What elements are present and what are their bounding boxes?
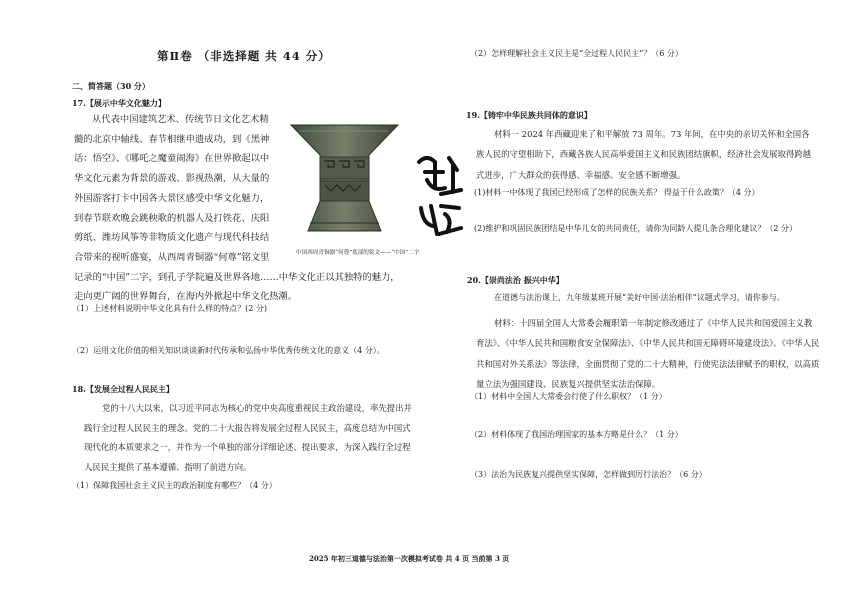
q17-line: 剪纸、潍坊风筝等非物质文化遗产与现代科技结 <box>74 232 270 244</box>
q19-subquestion-2: (2)维护和巩固民族团结是中华儿女的共同责任，请你为同龄人提几条合理化建议？（2 分） <box>474 224 797 233</box>
q17-line: 记录的“中国”二字，到孔子学院遍及世界各地……中华文化正以其独特的魅力， <box>74 271 400 283</box>
q19-subquestion-1: (1)材料一中体现了我国已经形成了怎样的民族关系？ 得益于什么政策？（4 分） <box>474 188 760 197</box>
q17-line: 合带来的视听盛宴，从西周青铜器“何尊”铭文里 <box>74 251 270 263</box>
q17-subquestion-2: （2）运用文化价值的相关知识谈谈新时代传承和弘扬中华优秀传统文化的意义（4 分）。 <box>72 346 385 355</box>
q17-heading: 17.【展示中华文化魅力】 <box>72 98 166 108</box>
q20-subquestion-3: （3）法治为民族复兴提供坚实保障，怎样做到厉行法治？（6 分） <box>470 470 707 479</box>
inscription-image <box>413 148 465 248</box>
q19-line: 族人民的守望相助下，西藏各族人民高举爱国主义和民族团结旗帜，经济社会发展取得跨越 <box>476 149 811 160</box>
bronze-vessel-image <box>289 123 400 234</box>
q17-line: 话：悟空》、《哪吒之魔童闹海》在世界掀起以中 <box>74 153 270 165</box>
q17-line: 到春节联欢晚会跳秧歌的机器人及打铁花、庆阳 <box>74 212 270 224</box>
page-title: 第Ⅱ卷 （非选择题 共 44 分） <box>157 49 331 63</box>
q18-material <box>84 399 412 477</box>
q20-intro: 在道德与法治课上，九年级某班开展“美好中国·法治相伴”议题式学习，请你参与。 <box>494 293 785 302</box>
q18-heading: 18.【发展全过程人民民主】 <box>72 384 174 394</box>
q19-heading: 19.【铸牢中华民族共同体的意识】 <box>466 110 592 120</box>
q17-line: 从代表中国建筑艺术、传统节日文化艺术精 <box>92 114 269 125</box>
q20-subquestion-2: （2）材料体现了我国治理国家的基本方略是什么？（1 分） <box>470 430 683 439</box>
q20-subquestion-1: （1）材料中全国人大常委会行使了什么职权？（1 分） <box>470 392 667 401</box>
q18-subquestion-1: （1）保障我国社会主义民主的政治制度有哪些？（4 分） <box>72 481 277 490</box>
q18-subquestion-2: （2）怎样理解社会主义民主是“全过程人民民主”？（6 分） <box>470 49 683 58</box>
section-heading: 二、简答题（30 分） <box>72 81 150 91</box>
q19-material <box>476 124 811 185</box>
q18-line: 现代化的本质要求之一，并作为一个单独的部分详细论述、提出要求，为深入践行全过程 <box>84 442 411 452</box>
q20-line: 材料：十四届全国人大常委会履职第一年制定修改通过了《中华人民共和国爱国主义教 <box>494 318 813 328</box>
q18-line: 践行全过程人民民主的理念。党的二十大报告将发展全过程人民民主，高度总结为中国式 <box>84 422 411 433</box>
q17-line: 走向更广阔的世界舞台，在海内外掀起中华文化热潮。 <box>74 291 298 303</box>
image-caption: 中国西周青铜器“何尊”底部的铭文——“中国”二字 <box>296 250 420 256</box>
q17-subquestion-1: （1）上述材料说明中华文化具有什么样的特点？(2 分) <box>72 304 267 313</box>
q20-material <box>476 313 819 395</box>
q20-line: 共和国对外关系法》等法律，全面贯彻了党的二十大精神，行使宪法法律赋予的职权，以高质 <box>476 358 820 369</box>
q20-line: 育法》、《中华人民共和国粮食安全保障法》、《中华人民共和国无障碍环境建设法》、《中华人民 <box>476 338 820 349</box>
page-footer: 2025 年初三道德与法治第一次模拟考试卷 共 4 页 当前第 3 页 <box>309 554 510 563</box>
q20-heading: 20.【崇尚法治 振兴中华】 <box>467 275 564 285</box>
q19-line: 式进步，广大群众的获得感、幸福感、安全感不断增强。 <box>476 169 686 180</box>
q17-line: 髓的北京中轴线、春节相继申遗成功，到《黑神 <box>74 133 270 145</box>
q17-line: 华文化元素为背景的游戏、影视热潮，从大量的 <box>74 173 270 185</box>
q17-line: 外国游客打卡中国各大景区感受中华文化魅力， <box>74 192 270 204</box>
q18-line: 人民民主提供了基本遵循、指明了前进方向。 <box>84 461 252 472</box>
q19-line: 材料一 2024 年西藏迎来了和平解放 73 周年。73 年间，在中央的亲切关怀和全国各 <box>494 129 810 139</box>
q20-line: 量立法为强国建设、民族复兴提供坚实法治保障。 <box>476 379 661 390</box>
q18-line: 党的十八大以来，以习近平同志为核心的党中央高度重视民主政治建设，率先提出并 <box>102 403 412 413</box>
